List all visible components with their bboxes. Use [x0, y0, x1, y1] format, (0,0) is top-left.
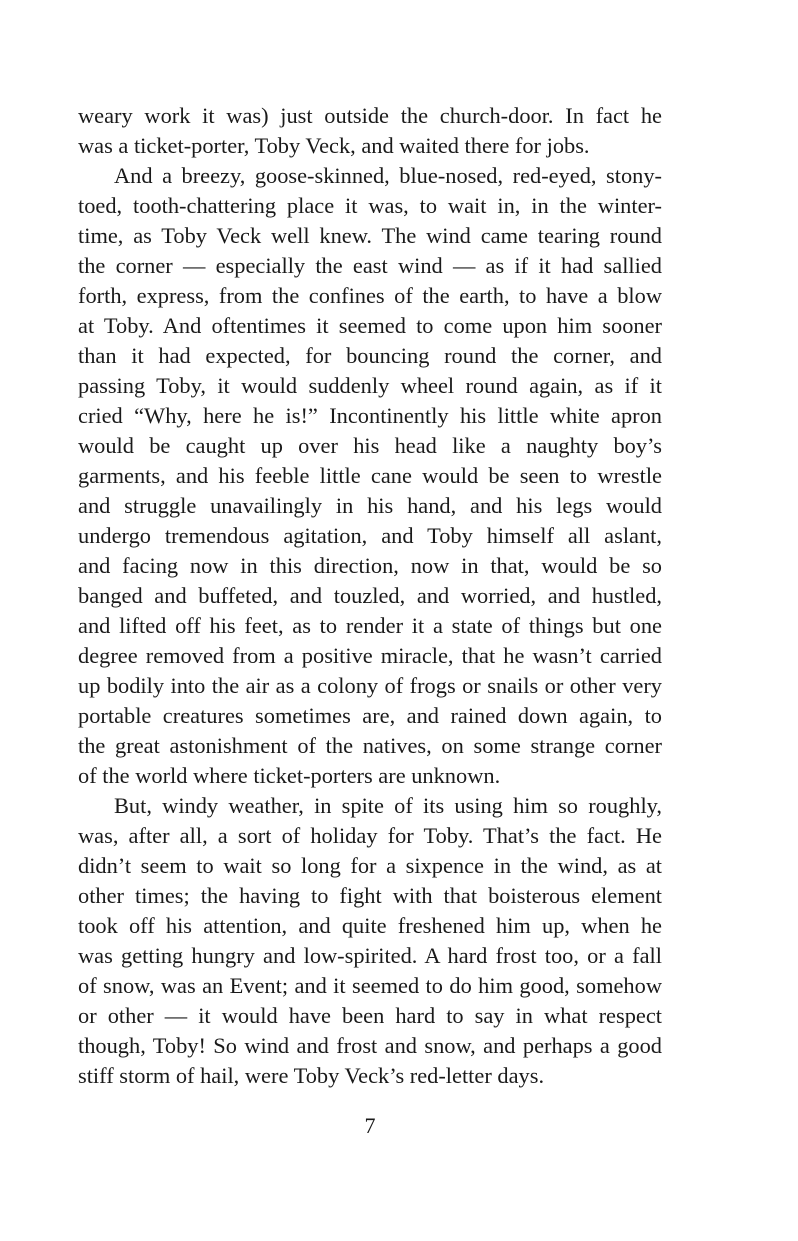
- text-line: passing Toby, it would suddenly wheel round again, as if it: [78, 373, 662, 398]
- text-line: undergo tremendous agitation, and Toby himself all aslant,: [78, 523, 662, 548]
- paragraph: [78, 161, 662, 791]
- text-line: was getting hungry and low-spirited. A hard frost too, or a fall: [78, 943, 662, 968]
- text-line: other times; the having to fight with that boisterous element: [78, 883, 662, 908]
- text-line: and lifted off his feet, as to render it a state of things but one: [78, 613, 662, 638]
- text-line: banged and buffeted, and touzled, and worried, and hustled,: [78, 583, 662, 608]
- text-line: took off his attention, and quite freshened him up, when he: [78, 913, 662, 938]
- text-line: cried “Why, here he is!” Incontinently his little white apron: [78, 403, 662, 428]
- text-line: at Toby. And oftentimes it seemed to come upon him sooner: [78, 313, 662, 338]
- text-line: didn’t seem to wait so long for a sixpence in the wind, as at: [78, 853, 662, 878]
- text-line: than it had expected, for bouncing round the corner, and: [78, 343, 662, 368]
- text-line: was a ticket-porter, Toby Veck, and waited there for jobs.: [78, 133, 590, 158]
- text-line: up bodily into the air as a colony of frogs or snails or other very: [78, 673, 662, 698]
- text-line: the great astonishment of the natives, on some strange corner: [78, 733, 662, 758]
- text-line: and facing now in this direction, now in that, would be so: [78, 553, 662, 578]
- text-line: toed, tooth-chattering place it was, to wait in, in the winter-: [78, 193, 662, 218]
- text-line: degree removed from a positive miracle, that he wasn’t carried: [78, 643, 662, 668]
- text-line: weary work it was) just outside the church-door. In fact he: [78, 103, 662, 128]
- text-line: But, windy weather, in spite of its using him so roughly,: [114, 793, 662, 818]
- text-line: would be caught up over his head like a naughty boy’s: [78, 433, 662, 458]
- text-line: And a breezy, goose-skinned, blue-nosed, red-eyed, stony-: [114, 163, 662, 188]
- text-line: time, as Toby Veck well knew. The wind came tearing round: [78, 223, 662, 248]
- page-number: 7: [364, 1113, 376, 1138]
- text-line: the corner — especially the east wind — as if it had sallied: [78, 253, 662, 278]
- paragraph: [78, 791, 662, 1091]
- text-line: forth, express, from the confines of the earth, to have a blow: [78, 283, 662, 308]
- text-line: was, after all, a sort of holiday for Toby. That’s the fact. He: [78, 823, 662, 848]
- text-line: garments, and his feeble little cane would be seen to wrestle: [78, 463, 662, 488]
- paragraph: [78, 101, 662, 161]
- text-line: portable creatures sometimes are, and rained down again, to: [78, 703, 662, 728]
- text-line: stiff storm of hail, were Toby Veck’s red-letter days.: [78, 1063, 545, 1088]
- text-line: of snow, was an Event; and it seemed to do him good, somehow: [78, 973, 662, 998]
- text-line: though, Toby! So wind and frost and snow, and perhaps a good: [78, 1033, 662, 1058]
- body-text: [78, 101, 662, 1091]
- text-line: or other — it would have been hard to say in what respect: [78, 1003, 662, 1028]
- text-line: of the world where ticket-porters are unknown.: [78, 763, 501, 788]
- text-line: and struggle unavailingly in his hand, and his legs would: [78, 493, 662, 518]
